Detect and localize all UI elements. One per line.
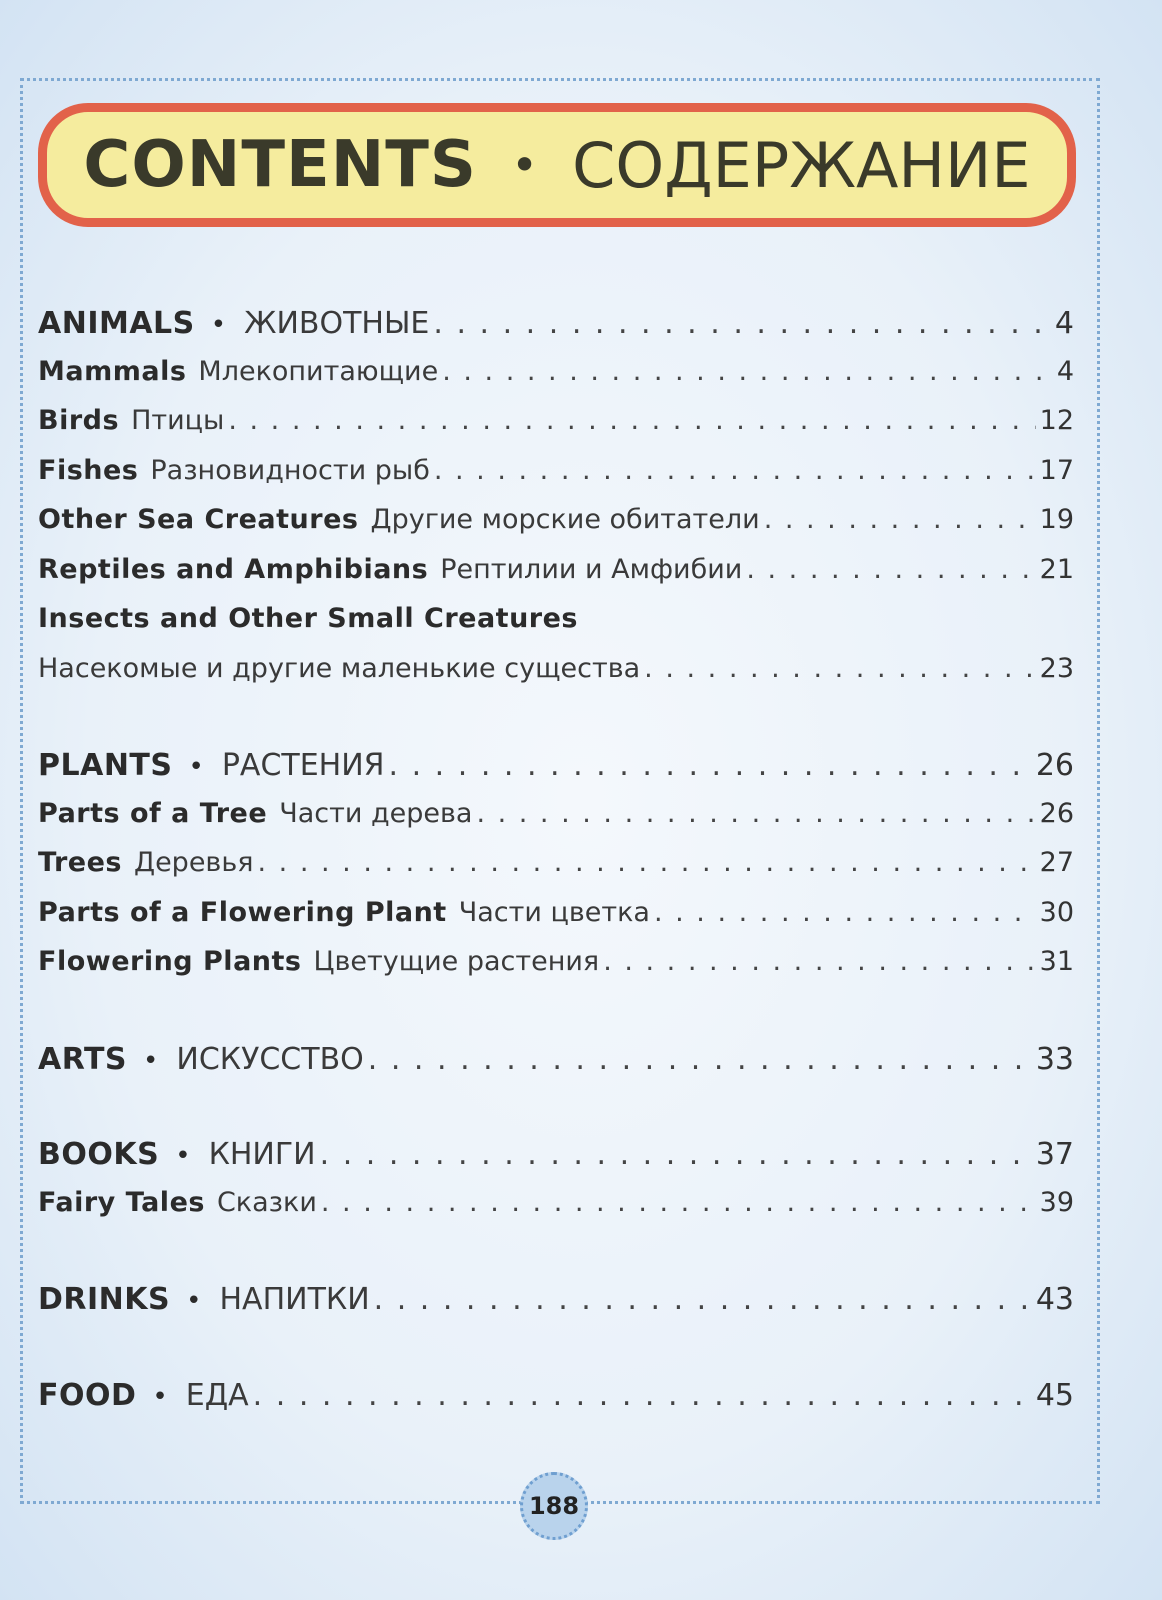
title-english: CONTENTS	[83, 128, 477, 202]
entry-title-en: Fishes	[38, 454, 139, 486]
dot-leader	[389, 748, 1032, 783]
dot-leader	[321, 1187, 1036, 1218]
section-title-en: ANIMALS	[38, 306, 195, 341]
page-reference: 33	[1035, 1041, 1074, 1077]
section-spacer	[38, 1332, 1074, 1378]
section-title-ru: ИСКУССТВО	[176, 1041, 364, 1077]
entry-title-ru: Млекопитающие	[198, 355, 439, 387]
section-title-en: PLANTS	[38, 748, 173, 783]
page-number-badge: 188	[520, 1472, 588, 1540]
dot-leader	[644, 653, 1035, 684]
toc-section-entry[interactable]	[38, 306, 1074, 356]
toc-entry[interactable]	[38, 504, 1074, 554]
entry-title-en: Trees	[38, 847, 122, 878]
title-separator: •	[511, 138, 539, 192]
dot-leader	[476, 798, 1035, 829]
toc-section-entry[interactable]	[38, 1282, 1074, 1332]
dot-leader	[258, 847, 1036, 878]
entry-title-ru: Другие морские обитатели	[370, 504, 760, 535]
toc-section-entry[interactable]	[38, 748, 1074, 798]
page-reference: 37	[1035, 1137, 1074, 1172]
toc-section-entry[interactable]	[38, 1137, 1074, 1187]
dot-leader	[368, 1042, 1032, 1077]
contents-title-banner	[38, 103, 1076, 227]
page-reference: 45	[1035, 1377, 1074, 1413]
entry-title-en: Insects and Other Small Creatures	[38, 603, 579, 634]
page-reference: 27	[1039, 847, 1074, 878]
page-reference: 4	[1054, 306, 1074, 341]
dot-leader	[442, 356, 1053, 387]
entry-title-ru: Деревья	[133, 847, 254, 878]
entry-title-en: Flowering Plants	[38, 946, 302, 977]
bullet-separator: •	[186, 1286, 202, 1316]
toc-entry[interactable]	[38, 946, 1074, 996]
toc-entry[interactable]	[38, 455, 1074, 505]
page-reference: 30	[1039, 896, 1074, 928]
dot-leader	[654, 897, 1036, 928]
dot-leader	[603, 946, 1035, 977]
section-spacer	[38, 702, 1074, 748]
entry-title-en: Other Sea Creatures	[38, 504, 359, 535]
entry-title-ru: Насекомые и другие маленькие существа	[38, 652, 641, 684]
section-spacer	[38, 1236, 1074, 1282]
section-title-ru: ЕДА	[185, 1377, 249, 1413]
toc-entry[interactable]	[38, 1187, 1074, 1237]
table-of-contents	[38, 306, 1074, 1427]
section-title-ru: КНИГИ	[208, 1137, 316, 1172]
entry-title-en: Mammals	[38, 355, 187, 387]
section-title-ru: РАСТЕНИЯ	[221, 748, 385, 783]
bullet-separator: •	[152, 1381, 168, 1412]
dot-leader	[374, 1282, 1032, 1317]
dot-leader	[746, 554, 1035, 585]
section-title-en: FOOD	[38, 1377, 137, 1413]
dot-leader	[764, 504, 1036, 535]
entry-title-ru: Части дерева	[279, 797, 473, 829]
toc-entry[interactable]	[38, 554, 1074, 604]
toc-section-entry[interactable]	[38, 1378, 1074, 1428]
bullet-separator: •	[175, 1141, 191, 1171]
section-title-en: ARTS	[38, 1041, 128, 1077]
section-title-en: BOOKS	[38, 1137, 160, 1172]
page-reference: 43	[1035, 1282, 1074, 1317]
page-reference: 31	[1039, 946, 1074, 977]
entry-title-en: Reptiles and Amphibians	[38, 553, 429, 585]
toc-section-entry[interactable]	[38, 1042, 1074, 1092]
section-spacer	[38, 1091, 1074, 1137]
toc-entry[interactable]	[38, 897, 1074, 947]
entry-title-ru: Части цветка	[458, 896, 650, 928]
toc-entry[interactable]	[38, 356, 1074, 406]
entry-title-en: Birds	[38, 405, 120, 436]
page-reference: 4	[1056, 355, 1074, 387]
page-reference: 26	[1035, 748, 1074, 783]
entry-title-en: Fairy Tales	[38, 1186, 205, 1218]
toc-entry[interactable]	[38, 653, 1074, 703]
section-spacer	[38, 996, 1074, 1042]
dot-leader	[320, 1137, 1032, 1172]
bullet-separator: •	[188, 752, 204, 782]
entry-title-ru: Птицы	[131, 405, 225, 436]
page-reference: 23	[1039, 652, 1074, 684]
toc-entry[interactable]	[38, 847, 1074, 897]
entry-title-ru: Цветущие растения	[313, 946, 600, 977]
section-title-en: DRINKS	[38, 1282, 171, 1317]
entry-title-ru: Разновидности рыб	[150, 454, 430, 486]
bullet-separator: •	[143, 1045, 159, 1076]
entry-title-ru: Сказки	[216, 1186, 317, 1218]
page-reference: 19	[1039, 504, 1074, 535]
section-title-ru: НАПИТКИ	[219, 1282, 370, 1317]
toc-entry[interactable]	[38, 798, 1074, 848]
toc-entry[interactable]	[38, 405, 1074, 455]
dot-leader	[228, 405, 1035, 436]
page-reference: 21	[1039, 553, 1074, 585]
title-russian: СОДЕРЖАНИЕ	[572, 128, 1031, 202]
entry-title-ru: Рептилии и Амфибии	[440, 553, 743, 585]
page-reference: 39	[1039, 1186, 1074, 1218]
bullet-separator: •	[210, 310, 227, 340]
dot-leader	[253, 1378, 1032, 1413]
section-title-ru: ЖИВОТНЫЕ	[244, 306, 430, 341]
dot-leader	[433, 306, 1051, 341]
entry-title-en: Parts of a Tree	[38, 797, 268, 829]
page-reference: 26	[1039, 797, 1074, 829]
page-reference: 12	[1039, 405, 1074, 436]
entry-title-en: Parts of a Flowering Plant	[38, 896, 447, 928]
toc-entry[interactable]	[38, 603, 1074, 653]
page-reference: 17	[1039, 454, 1074, 486]
dot-leader	[434, 455, 1036, 486]
